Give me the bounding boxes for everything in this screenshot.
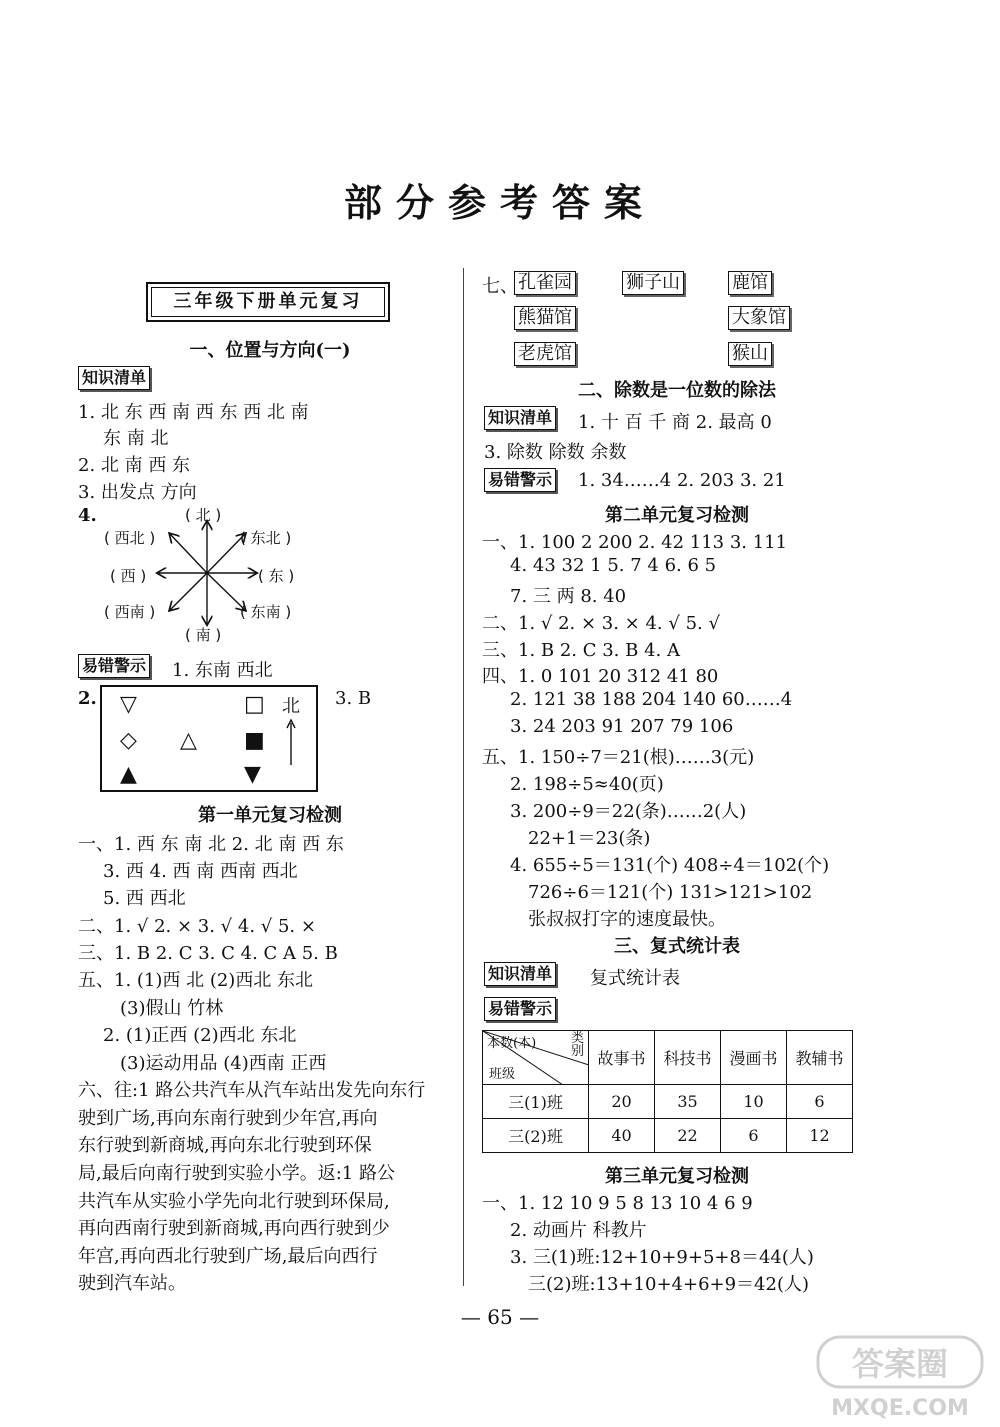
tag-knowledge-3: 知识清单 bbox=[484, 962, 556, 986]
answer-t6-7: 年宫,再向西北行驶到广场,最后向西行 bbox=[78, 1246, 378, 1267]
compass-se: ( 东南 ) bbox=[240, 603, 292, 621]
north-arrow-icon bbox=[285, 719, 297, 765]
answer-t6-8: 驶到汽车站。 bbox=[78, 1273, 186, 1294]
place-deer: 鹿馆 bbox=[728, 271, 772, 295]
watermark-bottom: MXQE.COM bbox=[831, 1396, 969, 1421]
watermark-top: 答案圈 bbox=[851, 1345, 949, 1383]
q7-label: 七、 bbox=[482, 276, 518, 297]
answer-r-f1: 一、1. 12 10 9 5 8 13 10 4 6 9 bbox=[482, 1193, 753, 1214]
answer-w1: 1. 东南 西北 bbox=[172, 660, 273, 681]
answer-r-e1: 五、1. 150÷7＝21(根)……3(元) bbox=[482, 747, 755, 768]
table-cell: 6 bbox=[721, 1119, 787, 1153]
answer-r-e3: 3. 200÷9＝22(条)……2(人) bbox=[510, 801, 747, 822]
table-row bbox=[483, 1119, 853, 1153]
table-cell: 10 bbox=[721, 1085, 787, 1119]
answer-r-b: 二、1. √ 2. × 3. × 4. √ 5. √ bbox=[482, 613, 720, 634]
tag-warning-2: 易错警示 bbox=[484, 468, 556, 492]
corner-bottom-label: 班级 bbox=[489, 1067, 516, 1082]
answer-t6-5: 共汽车从实验小学先向北行驶到环保局, bbox=[78, 1191, 390, 1212]
answer-r-e4: 22+1＝23(条) bbox=[528, 828, 651, 849]
answer-t5-4: (3)运动用品 (4)西南 正西 bbox=[120, 1053, 327, 1074]
arrow-northwest bbox=[170, 534, 207, 573]
table-cell: 12 bbox=[787, 1119, 853, 1153]
answer-k1b: 东 南 北 bbox=[103, 428, 169, 449]
north-label: 北 bbox=[282, 696, 300, 717]
header-comic: 漫画书 bbox=[721, 1031, 787, 1085]
answer-t6-3: 东行驶到新商城,再向东北行驶到环保 bbox=[78, 1135, 372, 1156]
answer-r-d2: 2. 121 38 188 204 140 60……4 bbox=[510, 689, 793, 710]
corner-mid-label: 本数(本) bbox=[487, 1036, 537, 1051]
answer-k1a: 1. 北 东 西 南 西 东 西 北 南 bbox=[78, 402, 309, 423]
header-science: 科技书 bbox=[655, 1031, 721, 1085]
header-tutoring: 教辅书 bbox=[787, 1031, 853, 1085]
table-corner-cell bbox=[483, 1031, 589, 1085]
answer-t6-2: 驶到广场,再向东南行驶到少年宫,再向 bbox=[78, 1108, 378, 1129]
arrow-southwest bbox=[170, 573, 207, 610]
answer-r-k-a: 1. 十 百 千 商 2. 最高 0 bbox=[578, 412, 772, 433]
up-triangle-outline-icon: △ bbox=[180, 728, 197, 753]
place-peacock: 孔雀园 bbox=[514, 271, 576, 295]
place-monkey: 猴山 bbox=[728, 342, 772, 366]
answer-w2-label: 2. bbox=[78, 688, 97, 709]
answer-t6-6: 再向西南行驶到新商城,再向西行驶到少 bbox=[78, 1218, 390, 1239]
answer-r-k-b: 3. 除数 除数 余数 bbox=[484, 442, 627, 463]
answer-r-d3: 3. 24 203 91 207 79 106 bbox=[510, 716, 734, 737]
answer-r-f2: 2. 动画片 科教片 bbox=[510, 1220, 647, 1241]
answer-t1-3: 5. 西 西北 bbox=[103, 888, 186, 909]
tag-knowledge-1: 知识清单 bbox=[78, 366, 150, 390]
answer-k2: 2. 北 南 西 东 bbox=[78, 455, 191, 476]
down-triangle-outline-icon: ▽ bbox=[120, 692, 137, 717]
answer-k3: 3. 出发点 方向 bbox=[78, 482, 197, 503]
answer-r-k3: 复式统计表 bbox=[590, 968, 680, 989]
answer-t1-1: 一、1. 西 东 南 北 2. 北 南 西 东 bbox=[78, 834, 344, 855]
answer-r-e7: 张叔叔打字的速度最快。 bbox=[528, 909, 726, 930]
answer-t2: 二、1. √ 2. × 3. √ 4. √ 5. × bbox=[78, 916, 316, 937]
tag-knowledge-2: 知识清单 bbox=[484, 406, 556, 430]
stat-table bbox=[482, 1030, 853, 1153]
answer-w3: 3. B bbox=[335, 688, 372, 709]
section-title-1: 一、位置与方向(一) bbox=[189, 340, 351, 361]
tag-warning-1: 易错警示 bbox=[78, 654, 150, 678]
answer-r-w: 1. 34……4 2. 203 3. 21 bbox=[578, 470, 786, 491]
answer-r-a3: 7. 三 两 8. 40 bbox=[510, 586, 627, 607]
compass-s: ( 南 ) bbox=[185, 626, 222, 644]
answer-r-f3: 3. 三(1)班:12+10+9+5+8＝44(人) bbox=[510, 1247, 814, 1268]
answer-r-c: 三、1. B 2. C 3. B 4. A bbox=[482, 640, 680, 661]
place-tiger: 老虎馆 bbox=[514, 342, 576, 366]
answer-t1-2: 3. 西 4. 西 南 西南 西北 bbox=[103, 861, 298, 882]
answer-t6-1: 六、往:1 路公共汽车从汽车站出发先向东行 bbox=[78, 1080, 426, 1101]
test-title-1: 第一单元复习检测 bbox=[198, 805, 342, 826]
column-divider bbox=[463, 268, 464, 1286]
table-cell: 20 bbox=[589, 1085, 655, 1119]
answer-t5-1: 五、1. (1)西 北 (2)西北 东北 bbox=[78, 970, 314, 991]
table-row bbox=[483, 1085, 853, 1119]
place-panda: 熊猫馆 bbox=[514, 306, 576, 330]
answer-r-e2: 2. 198÷5≈40(页) bbox=[510, 774, 664, 795]
shape-grid-box bbox=[100, 685, 318, 792]
answer-t6-4: 局,最后向南行驶到实验小学。返:1 路公 bbox=[78, 1163, 395, 1184]
answer-r-e6: 726÷6＝121(个) 131>121>102 bbox=[528, 882, 813, 903]
page-number: — 65 — bbox=[460, 1305, 540, 1329]
up-triangle-filled-icon: ▲ bbox=[120, 762, 137, 787]
square-outline-icon: □ bbox=[244, 692, 265, 717]
compass-ne: ( 东北 ) bbox=[240, 529, 292, 547]
compass-nw: ( 西北 ) bbox=[104, 529, 156, 547]
table-cell: 6 bbox=[787, 1085, 853, 1119]
page-title: 部分参考答案 bbox=[343, 180, 656, 225]
corner-top-label: 类别 bbox=[570, 1031, 584, 1059]
watermark-logo bbox=[814, 1331, 986, 1423]
table-cell: 22 bbox=[655, 1119, 721, 1153]
compass-w: ( 西 ) bbox=[110, 567, 147, 585]
table-cell: 40 bbox=[589, 1119, 655, 1153]
answer-r-e5: 4. 655÷5＝131(个) 408÷4＝102(个) bbox=[510, 855, 830, 876]
square-filled-icon: ■ bbox=[244, 728, 265, 753]
watermark-graphic bbox=[814, 1331, 986, 1423]
table-header-row bbox=[483, 1031, 853, 1085]
section-title-2: 二、除数是一位数的除法 bbox=[578, 380, 776, 401]
compass-e: ( 东 ) bbox=[258, 567, 295, 585]
answer-r-f4: 三(2)班:13+10+4+6+9＝42(人) bbox=[528, 1274, 810, 1295]
tag-warning-3: 易错警示 bbox=[484, 997, 556, 1021]
answer-t5-2: (3)假山 竹林 bbox=[120, 998, 224, 1019]
place-lion: 狮子山 bbox=[622, 271, 684, 295]
compass-sw: ( 西南 ) bbox=[104, 603, 156, 621]
answer-t5-3: 2. (1)正西 (2)西北 东北 bbox=[103, 1025, 297, 1046]
answer-r-a1: 一、1. 100 2 200 2. 42 113 3. 111 bbox=[482, 532, 788, 553]
row-label: 三(2)班 bbox=[483, 1119, 589, 1153]
answer-r-a2: 4. 43 32 1 5. 7 4 6. 6 5 bbox=[510, 555, 717, 576]
unit-banner: 三年级下册单元复习 bbox=[146, 282, 390, 322]
place-elephant: 大象馆 bbox=[728, 306, 790, 330]
diamond-outline-icon: ◇ bbox=[120, 728, 137, 753]
header-story: 故事书 bbox=[589, 1031, 655, 1085]
test-title-3: 第三单元复习检测 bbox=[605, 1166, 749, 1187]
compass-n: ( 北 ) bbox=[185, 506, 222, 524]
section-title-3: 三、复式统计表 bbox=[614, 936, 740, 957]
answer-t3: 三、1. B 2. C 3. C 4. C A 5. B bbox=[78, 943, 338, 964]
down-triangle-filled-icon: ▼ bbox=[244, 762, 261, 787]
row-label: 三(1)班 bbox=[483, 1085, 589, 1119]
answer-k4-label: 4. bbox=[78, 505, 97, 526]
test-title-2: 第二单元复习检测 bbox=[605, 505, 749, 526]
table-cell: 35 bbox=[655, 1085, 721, 1119]
answer-r-d1: 四、1. 0 101 20 312 41 80 bbox=[482, 666, 719, 687]
